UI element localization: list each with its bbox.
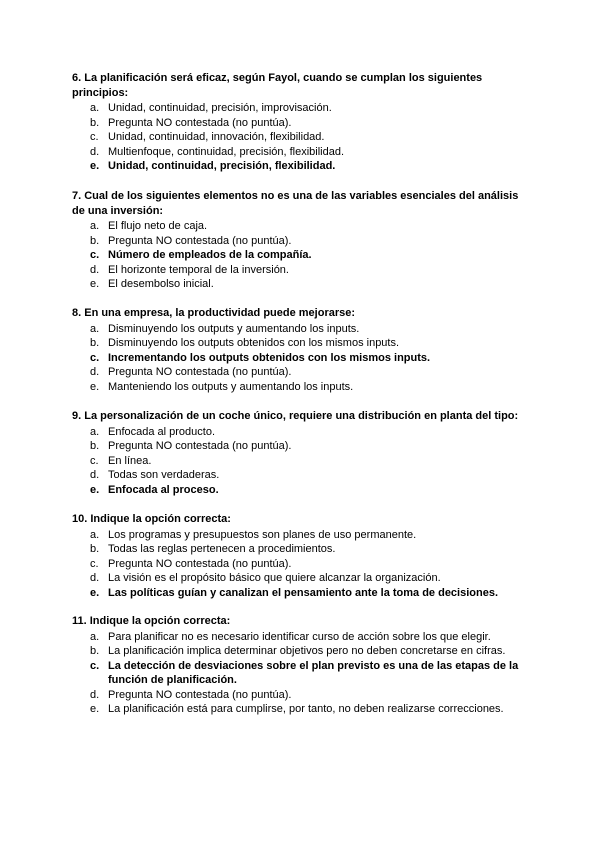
option-c: c. Unidad, continuidad, innovación, flexibilidad.	[90, 131, 325, 144]
option-c-correct: c. Incrementando los outputs obtenidos con los mismos inputs.	[90, 351, 431, 364]
option-b: b. Todas las reglas pertenecen a procedimientos.	[90, 543, 336, 556]
option-a: a. Unidad, continuidad, precisión, improvisación.	[90, 102, 332, 114]
option-a: a. Para planificar no es necesario identificar curso de acción sobre los que elegir.	[90, 630, 491, 643]
option-a: a. El flujo neto de caja.	[90, 220, 208, 232]
question-title: 7. Cual de los siguientes elementos no es una de las variables esenciales del análisis de una inversión:	[72, 190, 519, 217]
option-list	[72, 528, 532, 601]
option-d: d. Pregunta NO contestada (no puntúa).	[90, 688, 292, 701]
option-d: d. El horizonte temporal de la inversión.	[90, 263, 289, 276]
option-c: c. En línea.	[90, 454, 152, 467]
option-list	[72, 219, 532, 292]
question-title: 10. Indique la opción correcta:	[72, 513, 231, 525]
option-e: e. La planificación está para cumplirse, por tanto, no deben realizarse correcciones.	[90, 703, 504, 716]
option-b: b. Pregunta NO contestada (no puntúa).	[90, 116, 292, 129]
option-b: b. Pregunta NO contestada (no puntúa).	[90, 234, 292, 247]
question-9	[72, 409, 532, 497]
option-d: d. La visión es el propósito básico que quiere alcanzar la organización.	[90, 572, 441, 585]
option-list	[72, 630, 532, 718]
option-b: b. Disminuyendo los outputs obtenidos con los mismos inputs.	[90, 337, 400, 350]
option-list	[72, 322, 532, 395]
option-d: d. Multienfoque, continuidad, precisión, flexibilidad.	[90, 145, 345, 158]
option-d: d. Pregunta NO contestada (no puntúa).	[90, 366, 292, 379]
question-title: 6. La planificación será eficaz, según Fayol, cuando se cumplan los siguientes principios:	[72, 72, 483, 99]
question-10	[72, 512, 532, 600]
option-e: e. El desembolso inicial.	[90, 278, 214, 291]
option-c-correct: c. La detección de desviaciones sobre el plan previsto es una de las etapas de la función de planificación.	[90, 659, 519, 687]
option-b: b. La planificación implica determinar objetivos pero no deben concretarse en cifras.	[90, 645, 506, 658]
option-b: b. Pregunta NO contestada (no puntúa).	[90, 440, 292, 453]
question-title: 11. Indique la opción correcta:	[72, 615, 231, 627]
option-e-correct: e. Las políticas guían y canalizan el pensamiento ante la toma de decisiones.	[90, 586, 499, 599]
question-title: 8. En una empresa, la productividad puede mejorarse:	[72, 307, 356, 319]
option-d: d. Todas son verdaderas.	[90, 469, 220, 482]
question-6	[72, 71, 532, 174]
option-a: a. Enfocada al producto.	[90, 425, 216, 438]
option-c: c. Pregunta NO contestada (no puntúa).	[90, 557, 292, 570]
option-e: e. Manteniendo los outputs y aumentando los inputs.	[90, 380, 354, 393]
question-7	[72, 189, 532, 292]
option-a: a. Disminuyendo los outputs y aumentando los inputs.	[90, 322, 360, 335]
option-e-correct: e. Unidad, continuidad, precisión, flexibilidad.	[90, 160, 336, 173]
question-title: 9. La personalización de un coche único, requiere una distribución en planta del tipo:	[72, 410, 519, 422]
option-a: a. Los programas y presupuestos son planes de uso permanente.	[90, 528, 417, 541]
option-e-correct: e. Enfocada al proceso.	[90, 483, 219, 496]
question-11	[72, 614, 532, 717]
option-list	[72, 425, 532, 498]
option-list	[72, 101, 532, 174]
option-c-correct: c. Número de empleados de la compañía.	[90, 249, 312, 262]
question-8	[72, 306, 532, 394]
